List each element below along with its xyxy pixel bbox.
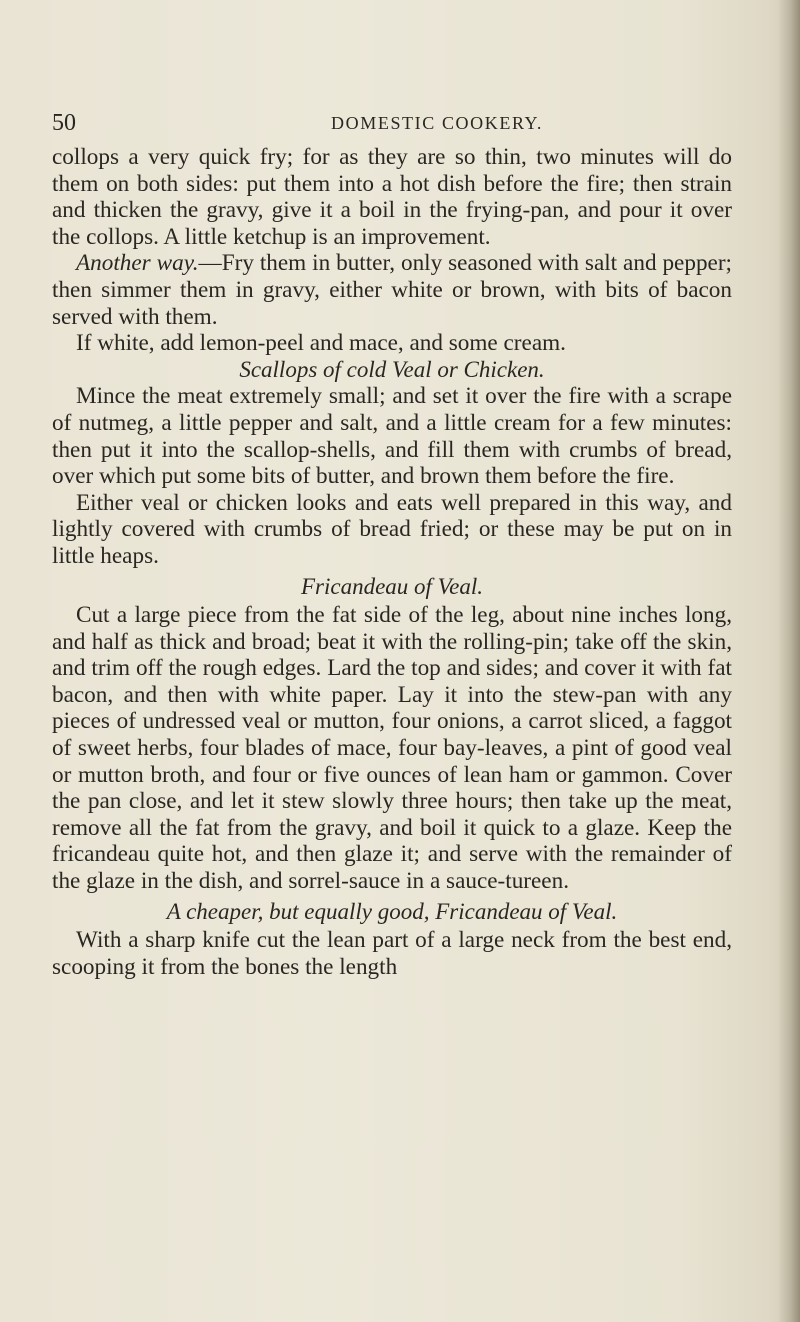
paragraph-4: Mince the meat extremely small; and set it over the fire with a scrape of nutmeg, a little pepper and salt, and a little cream for a few minutes: then put it into the scallop-shells, and fill them with crumbs of bread, over which put some bits of butter, and brown them before the fire.	[52, 383, 732, 490]
paragraph-7: With a sharp knife cut the lean part of a large neck from the best end, scooping it from the bones the length	[52, 927, 732, 980]
heading-cheaper-fricandeau: A cheaper, but equally good, Fricandeau of Veal.	[166, 898, 618, 924]
page-header	[52, 104, 732, 144]
heading-fricandeau: Fricandeau of Veal.	[300, 573, 484, 599]
paragraph-2-text: —Fry them in butter, only seasoned with salt and pepper; then simmer them in gravy, either white or brown, with bits of bacon served with them.	[52, 250, 732, 330]
page-text-block	[52, 104, 732, 980]
heading-scallops: Scallops of cold Veal or Chicken.	[239, 356, 545, 382]
page-edge-shadow	[778, 0, 800, 1322]
paragraph-3: If white, add lemon-peel and mace, and some cream.	[76, 330, 566, 357]
paragraph-5: Either veal or chicken looks and eats well prepared in this way, and lightly covered with crumbs of bread fried; or these may be put on in little heaps.	[52, 489, 732, 569]
running-head: DOMESTIC COOKERY.	[331, 113, 543, 133]
paragraph-1: collops a very quick fry; for as they are so thin, two minutes will do them on both sides: put them into a hot dish before the fire; then strain and thicken the gravy, give it a boil in the frying-pan, and pour it over the collops. A little ketchup is an improvement.	[52, 144, 732, 250]
paragraph-2	[52, 250, 732, 330]
body-text	[52, 144, 732, 980]
paragraph-6: Cut a large piece from the fat side of the leg, about nine inches long, and half as thick and broad; beat it with the rolling-pin; take off the skin, and trim off the rough edges. Lard the top and sides; and cover it with fat bacon, and then with white paper. Lay it into the stew-pan with any pieces of undressed veal or mutton, four onions, a carrot sliced, a faggot of sweet herbs, four blades of mace, four bay-leaves, a pint of good veal or mutton broth, and four or five ounces of lean ham or gammon. Cover the pan close, and let it stew slowly three hours; then take up the meat, remove all the fat from the gravy, and boil it quick to a glaze. Keep the fricandeau quite hot, and then glaze it; and serve with the remainder of the glaze in the dish, and sorrel-sauce in a sauce-tureen.	[52, 602, 732, 895]
another-way-label: Another way.	[76, 250, 199, 277]
page-number: 50	[52, 110, 76, 136]
